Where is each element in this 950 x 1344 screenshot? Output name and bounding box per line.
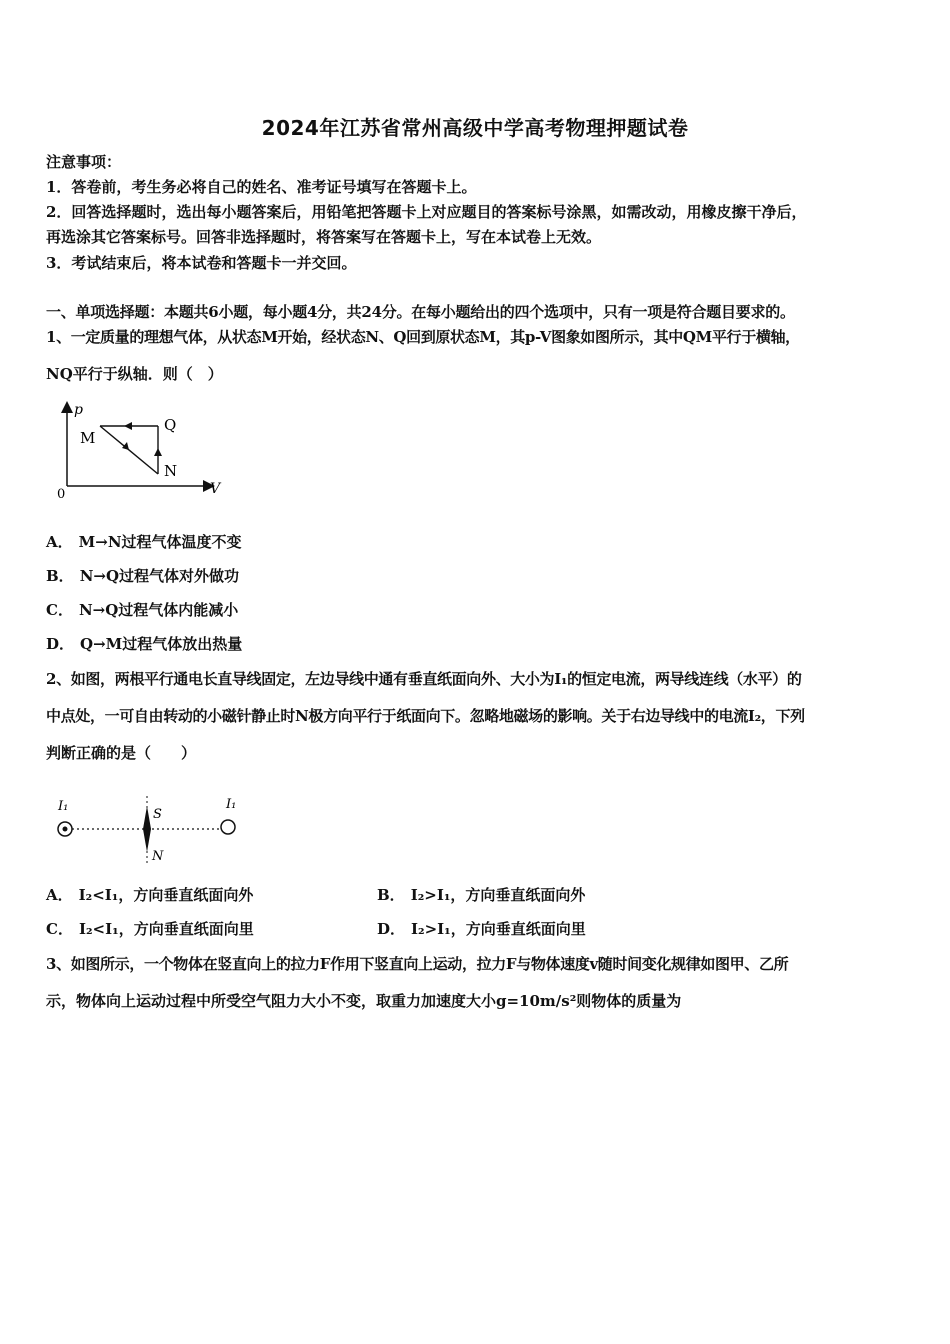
i2-label: I₁ — [226, 797, 237, 812]
option-label: B． — [377, 886, 405, 904]
option-label: C． — [46, 920, 73, 938]
notice-item-2-continued: 再选涂其它答案标号。回答非选择题时，将答案写在答题卡上，写在本试卷上无效。 — [46, 228, 602, 246]
option-label: C． — [46, 601, 73, 619]
compass-n-label: N — [152, 849, 164, 864]
q1-option-c — [46, 600, 238, 620]
option-label: D． — [46, 635, 75, 653]
option-text: I₂<I₁，方向垂直纸面向里 — [78, 920, 254, 938]
q1-stem-line1: 1、一定质量的理想气体，从状态M开始，经状态N、Q回到原状态M，其p-V图象如图所示，其中QM平行于横轴， — [46, 328, 800, 346]
option-text: I₂<I₁，方向垂直纸面向外 — [78, 886, 254, 904]
notice-item-3: 3．考试结束后，将本试卷和答题卡一并交回。 — [46, 254, 357, 272]
q1-option-a — [46, 532, 242, 552]
option-text: M→N过程气体温度不变 — [78, 533, 242, 551]
i1-label: I₁ — [58, 799, 69, 814]
q3-stem-line2: 示，物体向上运动过程中所受空气阻力大小不变，取重力加速度大小g=10m/s²则物体的质量为 — [46, 992, 682, 1010]
q2-option-a — [46, 885, 253, 905]
point-m-label: M — [80, 429, 96, 447]
q2-stem-line3: 判断正确的是（ ） — [46, 744, 197, 762]
notice-item-2: 2．回答选择题时，选出每小题答案后，用铅笔把答题卡上对应题目的答案标号涂黑，如需改动，用橡皮擦干净后， — [46, 203, 807, 221]
option-label: A． — [46, 886, 73, 904]
notice-item-1: 1．答卷前，考生务必将自己的姓名、准考证号填写在答题卡上。 — [46, 178, 477, 196]
option-label: B． — [46, 567, 74, 585]
mn-arrow-icon — [122, 442, 129, 450]
wires-compass-figure — [48, 788, 248, 868]
option-text: I₂>I₁，方向垂直纸面向里 — [411, 920, 586, 938]
option-text: N→Q过程气体对外做功 — [79, 567, 240, 585]
q1-stem-line2: NQ平行于纵轴．则（ ） — [46, 365, 223, 383]
q2-option-b — [377, 885, 585, 905]
origin-label: 0 — [57, 487, 66, 502]
left-wire-dot — [63, 827, 68, 832]
q1-option-d — [46, 634, 242, 654]
compass-s-label: S — [153, 807, 162, 822]
page-title: 2024年江苏省常州高级中学高考物理押题试卷 — [261, 116, 689, 140]
q2-stem-line1: 2、如图，两根平行通电长直导线固定，左边导线中通有垂直纸面向外、大小为I₁的恒定电流，两导线连线（水平）的 — [46, 670, 802, 688]
option-label: D． — [377, 920, 406, 938]
option-label: A． — [46, 533, 73, 551]
nq-arrow-icon — [154, 448, 162, 456]
right-wire-icon — [221, 820, 235, 834]
q1-option-b — [46, 566, 239, 586]
point-q-label: Q — [164, 416, 177, 434]
point-n-label: N — [164, 462, 178, 480]
option-text: Q→M过程气体放出热量 — [80, 635, 243, 653]
q2-option-c — [46, 919, 254, 939]
notice-heading: 注意事项： — [46, 153, 122, 171]
q3-stem-line1: 3、如图所示，一个物体在竖直向上的拉力F作用下竖直向上运动，拉力F与物体速度v随时间变化规律如图甲、乙所 — [46, 955, 789, 973]
q2-option-d — [377, 919, 586, 939]
option-text: I₂>I₁，方向垂直纸面向外 — [410, 886, 586, 904]
pv-diagram — [52, 398, 232, 503]
v-axis-label: V — [210, 481, 221, 497]
q2-stem-line2: 中点处，一可自由转动的小磁针静止时N极方向平行于纸面向下。忽略地磁场的影响。关于右边导线中的电流I₂，下列 — [46, 707, 805, 725]
qm-arrow-icon — [124, 422, 132, 430]
compass-needle-icon — [143, 806, 151, 852]
p-axis-label: p — [74, 402, 83, 418]
option-text: N→Q过程气体内能减小 — [78, 601, 239, 619]
section-heading: 一、单项选择题：本题共6小题，每小题4分，共24分。在每小题给出的四个选项中，只有一项是符合题目要求的。 — [46, 303, 795, 321]
